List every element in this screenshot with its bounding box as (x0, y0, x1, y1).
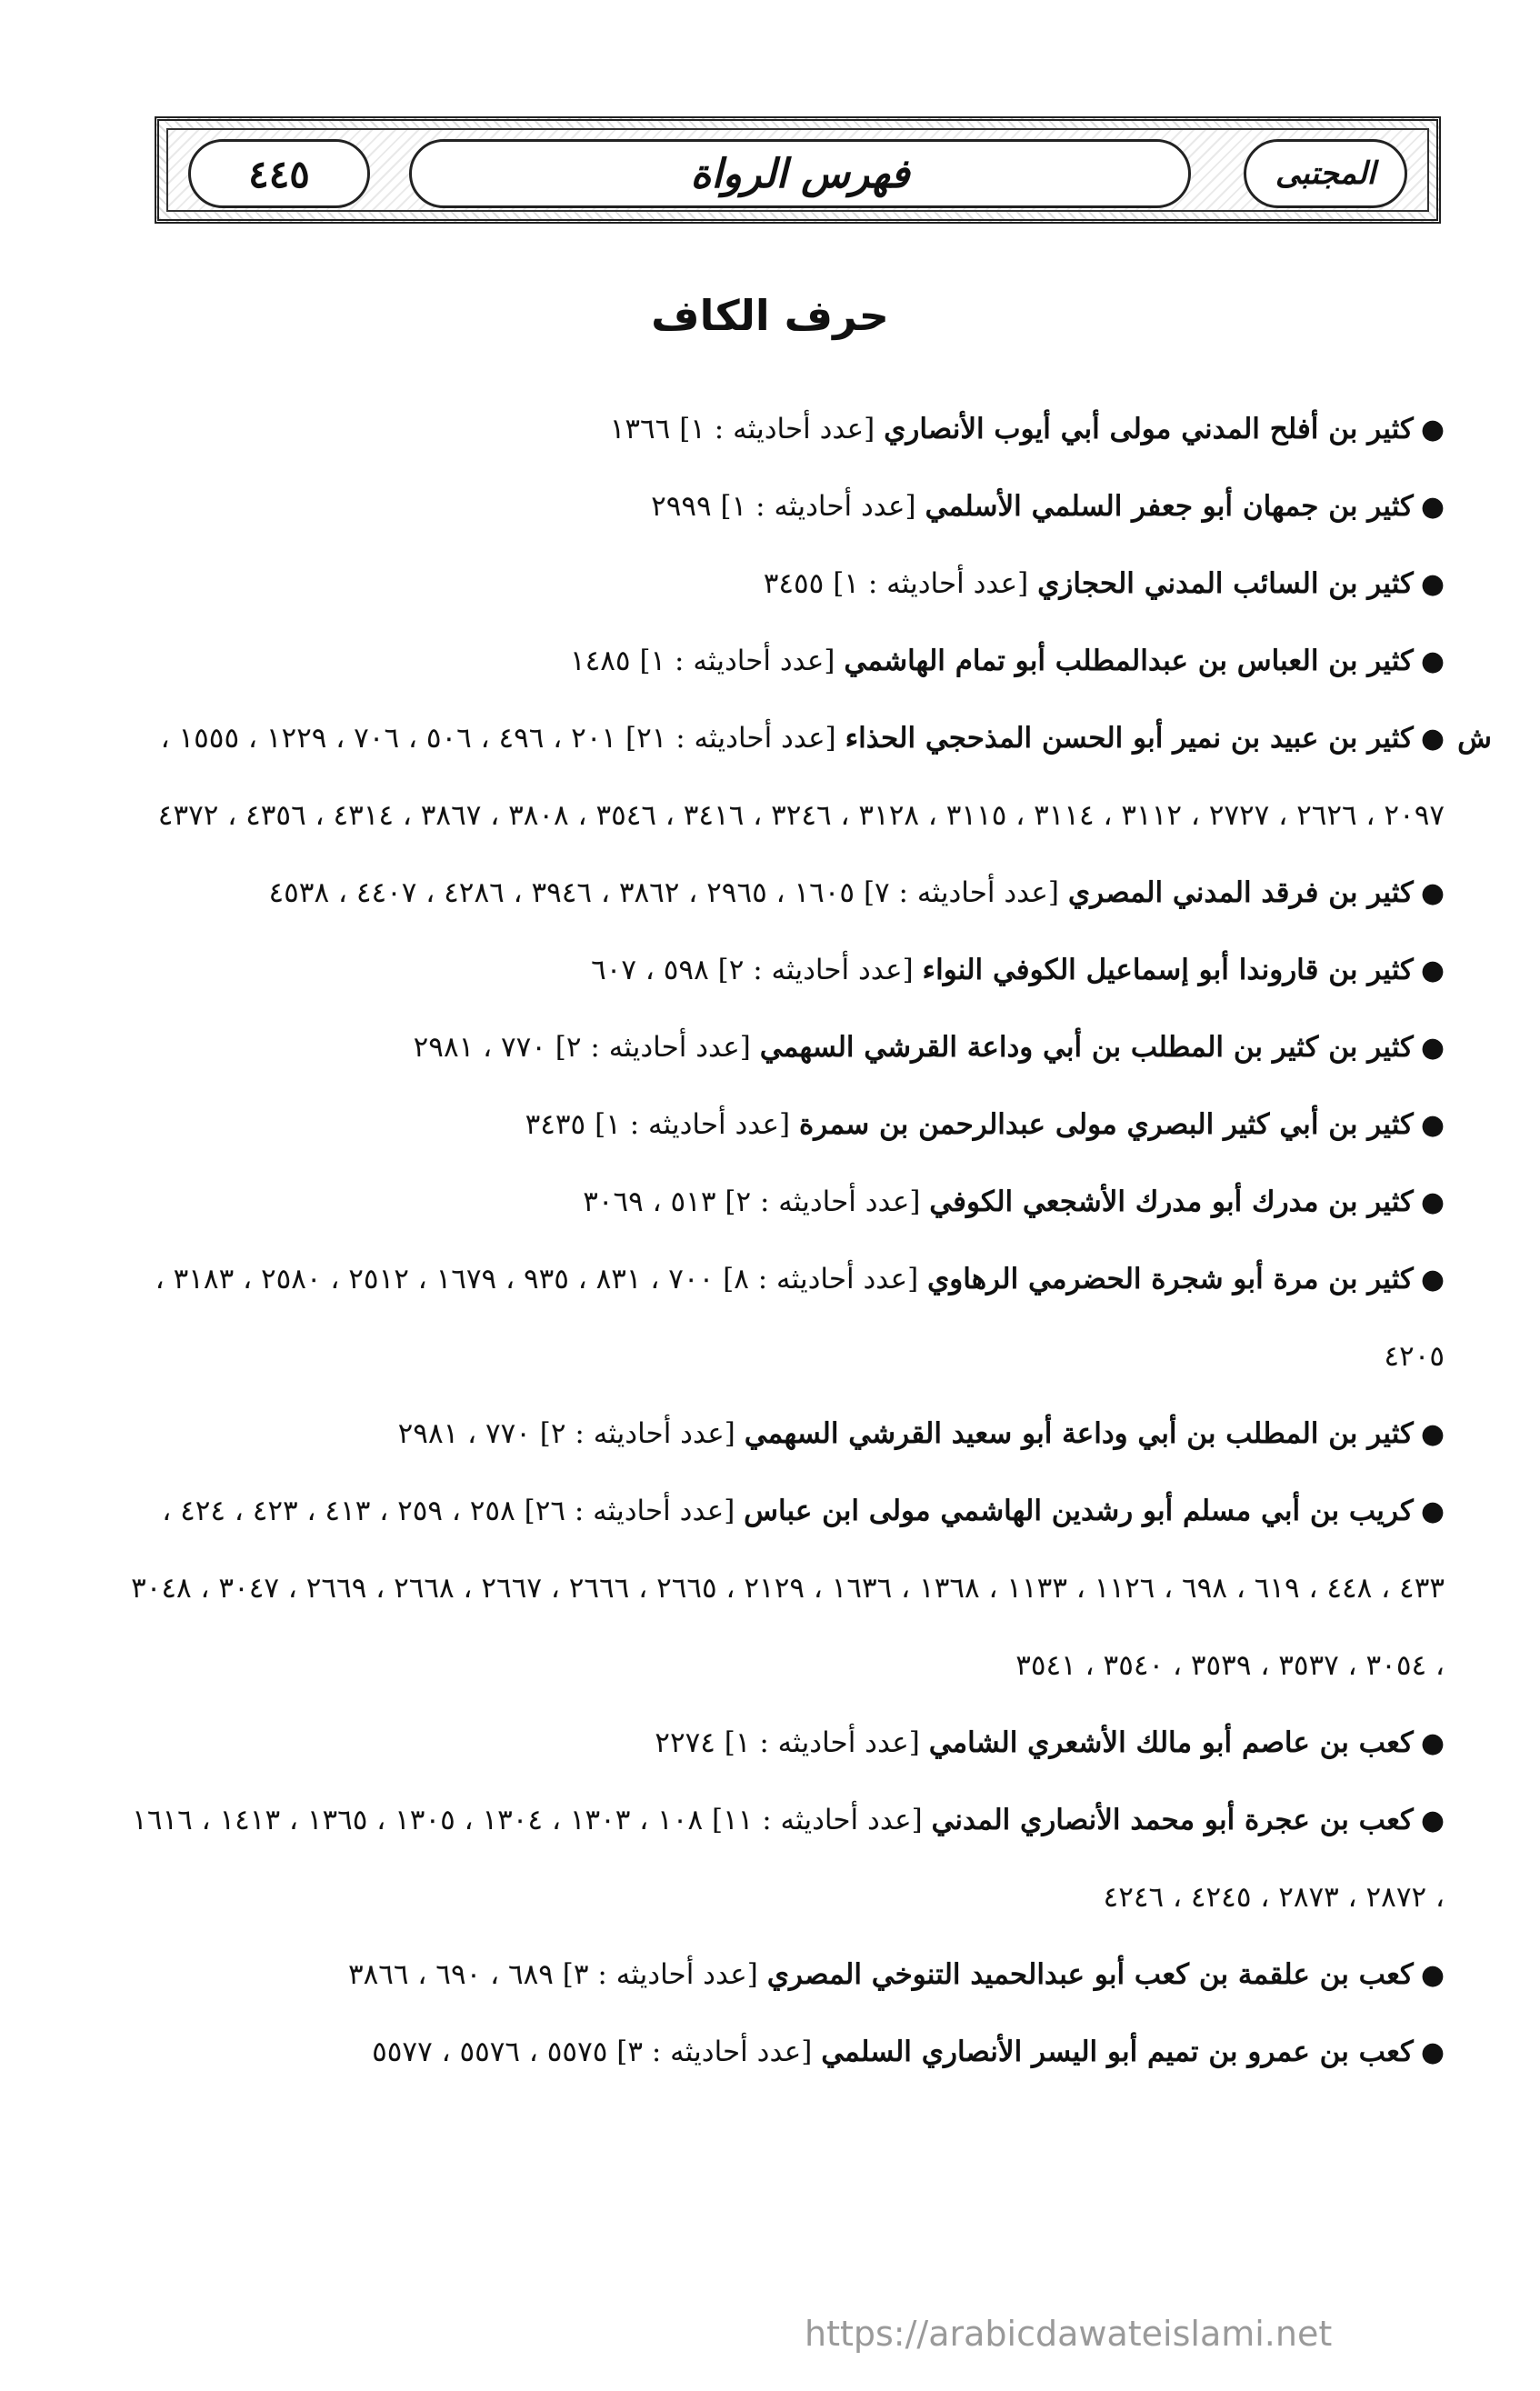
header-title: فهرس الرواة (690, 150, 910, 197)
narrator-name: كعب بن عاصم أبو مالك الأشعري الشامي (928, 1726, 1414, 1759)
bullet-icon: ● (1420, 491, 1445, 523)
hadith-count: [عدد أحاديثه : ١] (833, 567, 1029, 600)
hadith-count: [عدد أحاديثه : ١] (720, 490, 916, 523)
narrator-name: كعب بن عمرو بن تميم أبو اليسر الأنصاري السلمي (821, 2036, 1414, 2068)
bullet-icon: ● (1420, 414, 1445, 445)
narrator-entry (126, 932, 1445, 1009)
entry-marker: ش (1457, 722, 1492, 755)
title-cartouche (409, 139, 1191, 208)
narrator-name: كثير بن قاروندا أبو إسماعيل الكوفي النواء (922, 954, 1414, 986)
narrator-entry (126, 1396, 1445, 1473)
hadith-count: [عدد أحاديثه : ٢] (717, 954, 914, 986)
book-title-cartouche (1244, 139, 1407, 208)
page-number-cartouche (188, 139, 370, 208)
narrator-entry (126, 1936, 1445, 2014)
hadith-count: [عدد أحاديثه : ١] (724, 1726, 920, 1759)
watermark: https://arabicdawateislami.net (805, 2314, 1333, 2354)
bullet-icon: ● (1420, 955, 1445, 986)
bullet-icon: ● (1420, 568, 1445, 600)
narrator-name: كعب بن علقمة بن كعب أبو عبدالحميد التنوخي المصري (766, 1958, 1414, 1991)
narrator-name: كثير بن العباس بن عبدالمطلب أبو تمام الهاشمي (844, 645, 1414, 677)
hadith-refs: ٣٤٣٥ (525, 1108, 586, 1141)
hadith-count: [عدد أحاديثه : ١] (639, 645, 835, 677)
bullet-icon: ● (1420, 1109, 1445, 1141)
hadith-refs: ٢٢٧٤ (655, 1726, 715, 1759)
narrator-entry (126, 1009, 1445, 1086)
bullet-icon: ● (1420, 2036, 1445, 2068)
hadith-count: [عدد أحاديثه : ٢١] (625, 722, 836, 755)
bullet-icon: ● (1420, 1264, 1445, 1296)
narrator-entry (126, 1241, 1445, 1396)
narrator-entry (126, 468, 1445, 545)
hadith-refs: ٧٧٠ ، ٢٩٨١ (397, 1417, 531, 1450)
section-heading: حرف الكاف (651, 291, 889, 340)
narrator-name: كثير بن أفلح المدني مولى أبي أيوب الأنصاري (884, 413, 1414, 445)
bullet-icon: ● (1420, 1496, 1445, 1527)
hadith-count: [عدد أحاديثه : ١١] (711, 1804, 923, 1836)
narrator-entry (126, 1473, 1445, 1705)
hadith-count: [عدد أحاديثه : ٣] (562, 1958, 758, 1991)
hadith-count: [عدد أحاديثه : ٢٦] (524, 1495, 735, 1527)
page-number: ٤٤٥ (248, 151, 310, 196)
narrator-entry (126, 391, 1445, 468)
hadith-count: [عدد أحاديثه : ٣] (616, 2036, 813, 2068)
hadith-refs: ٥٥٧٥ ، ٥٥٧٦ ، ٥٥٧٧ (372, 2036, 608, 2068)
header-ornament (166, 128, 1429, 212)
narrator-name: كثير بن جمهان أبو جعفر السلمي الأسلمي (925, 490, 1414, 523)
hadith-refs: ٧٧٠ ، ٢٩٨١ (413, 1031, 546, 1064)
narrator-entry (126, 545, 1445, 623)
hadith-refs: ١٣٦٦ (609, 413, 671, 445)
hadith-count: [عدد أحاديثه : ٨] (723, 1263, 919, 1296)
narrator-entry (126, 623, 1445, 700)
hadith-refs: ٥١٣ ، ٣٠٦٩ (583, 1185, 716, 1218)
hadith-refs: ١٤٨٥ (569, 645, 631, 677)
narrator-entry (126, 1086, 1445, 1164)
bullet-icon: ● (1420, 1959, 1445, 1991)
hadith-refs: ٢٥٨ ، ٢٥٩ ، ٤١٣ ، ٤٢٣ ، ٤٢٤ ، ٤٣٣ ، ٤٤٨ ، ٦١٩ ، ٦٩٨ ، ١١٢٦ ، ١١٣٣ ، ١٣٦٨ ، ١٦٣٦ ، ٢١٢٩ ، ٢٦٦٥ ، ٢٦٦٦ ، ٢٦٦٧ ، ٢٦٦٨ ، ٢٦٦٩ ، ٣٠٤٧ ، ٣٠٤٨ ، ٣٠٥٤ ، ٣٥٣٧ ، ٣٥٣٩ ، ٣٥٤٠ ، ٣٥٤١ (131, 1495, 1445, 1682)
hadith-refs: ٣٤٥٥ (763, 567, 825, 600)
hadith-count: [عدد أحاديثه : ١] (679, 413, 875, 445)
hadith-count: [عدد أحاديثه : ٧] (863, 876, 1060, 909)
narrator-entry (126, 2014, 1445, 2091)
narrator-name: كثير بن عبيد بن نمير أبو الحسن المذحجي الحذاء (845, 722, 1414, 755)
narrator-entry (126, 1705, 1445, 1782)
narrator-name: كريب بن أبي مسلم أبو رشدين الهاشمي مولى ابن عباس (744, 1495, 1414, 1527)
hadith-refs: ٢٩٩٩ (651, 490, 712, 523)
narrators-list (126, 391, 1492, 2091)
hadith-refs: ٦٨٩ ، ٦٩٠ ، ٣٨٦٦ (347, 1958, 554, 1991)
hadith-count: [عدد أحاديثه : ٢] (725, 1185, 921, 1218)
bullet-icon: ● (1420, 645, 1445, 677)
bullet-icon: ● (1420, 1186, 1445, 1218)
hadith-refs: ١٦٠٥ ، ٢٩٦٥ ، ٣٨٦٢ ، ٣٩٤٦ ، ٤٢٨٦ ، ٤٤٠٧ ، ٤٥٣٨ (268, 876, 855, 909)
hadith-count: [عدد أحاديثه : ٢] (539, 1417, 735, 1450)
narrator-name: كثير بن مرة أبو شجرة الحضرمي الرهاوي (927, 1263, 1414, 1296)
bullet-icon: ● (1420, 723, 1445, 755)
hadith-count: [عدد أحاديثه : ١] (595, 1108, 791, 1141)
narrator-entry (126, 1164, 1445, 1241)
narrator-name: كثير بن السائب المدني الحجازي (1037, 567, 1414, 600)
hadith-refs: ٥٩٨ ، ٦٠٧ (591, 954, 709, 986)
bullet-icon: ● (1420, 877, 1445, 909)
narrator-name: كثير بن مدرك أبو مدرك الأشجعي الكوفي (929, 1185, 1414, 1218)
book-title: المجتبى (1275, 155, 1376, 192)
narrator-entry (126, 1782, 1445, 1936)
narrator-name: كثير بن فرقد المدني المصري (1067, 876, 1414, 909)
hadith-refs: ١٠٨ ، ١٣٠٣ ، ١٣٠٤ ، ١٣٠٥ ، ١٣٦٥ ، ١٤١٣ ، ١٦١٦ ، ٢٨٧٢ ، ٢٨٧٣ ، ٤٢٤٥ ، ٤٢٤٦ (132, 1804, 1445, 1914)
narrator-name: كعب بن عجرة أبو محمد الأنصاري المدني (931, 1804, 1414, 1836)
bullet-icon: ● (1420, 1727, 1445, 1759)
hadith-count: [عدد أحاديثه : ٢] (555, 1031, 751, 1064)
bullet-icon: ● (1420, 1032, 1445, 1064)
narrator-name: كثير بن المطلب بن أبي وداعة أبو سعيد القرشي السهمي (744, 1417, 1414, 1450)
bullet-icon: ● (1420, 1418, 1445, 1450)
page-header (155, 116, 1441, 224)
hadith-refs: ٢٠١ ، ٤٩٦ ، ٥٠٦ ، ٧٠٦ ، ١٢٢٩ ، ١٥٥٥ ، ٢٠٩٧ ، ٢٦٢٦ ، ٢٧٢٧ ، ٣١١٢ ، ٣١١٤ ، ٣١١٥ ، ٣١٢٨ ، ٣٢٤٦ ، ٣٤١٦ ، ٣٥٤٦ ، ٣٨٠٨ ، ٣٨٦٧ ، ٤٣١٤ ، ٤٣٥٦ ، ٤٣٧٢ (157, 722, 1445, 832)
narrator-entry (126, 855, 1445, 932)
narrator-name: كثير بن كثير بن المطلب بن أبي وداعة القرشي السهمي (759, 1031, 1414, 1064)
hadith-refs: ٧٠٠ ، ٨٣١ ، ٩٣٥ ، ١٦٧٩ ، ٢٥١٢ ، ٢٥٨٠ ، ٣١٨٣ ، ٤٢٠٥ (155, 1263, 1445, 1373)
bullet-icon: ● (1420, 1805, 1445, 1836)
narrator-name: كثير بن أبي كثير البصري مولى عبدالرحمن بن سمرة (799, 1108, 1414, 1141)
narrator-entry (126, 700, 1492, 855)
